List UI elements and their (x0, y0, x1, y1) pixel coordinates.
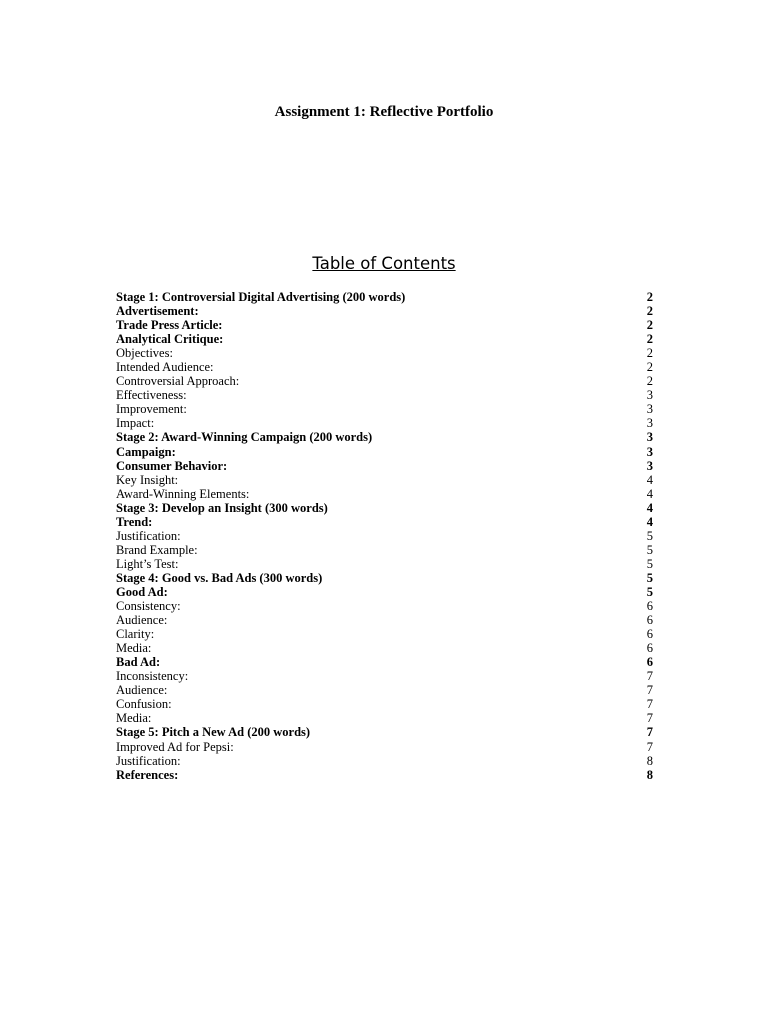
toc-entry[interactable] (116, 599, 653, 613)
toc-entry-page-number: 6 (646, 627, 653, 642)
toc-entry[interactable] (116, 557, 653, 571)
toc-entry[interactable] (116, 346, 653, 360)
toc-entry[interactable] (116, 332, 653, 346)
toc-entry-label: Clarity: (116, 627, 155, 642)
toc-entry[interactable] (116, 697, 653, 711)
toc-entry[interactable] (116, 290, 653, 304)
toc-entry-page-number: 7 (646, 669, 653, 684)
toc-entry-label: Trade Press Article: (116, 318, 223, 333)
toc-entry-label: Confusion: (116, 697, 172, 712)
toc-entry[interactable] (116, 529, 653, 543)
toc-entry[interactable] (116, 683, 653, 697)
toc-entry-page-number: 7 (646, 725, 653, 740)
toc-entry-page-number: 4 (646, 500, 653, 515)
toc-entry-page-number: 2 (646, 346, 653, 361)
toc-entry[interactable] (116, 416, 653, 430)
toc-entry-label: Intended Audience: (116, 360, 214, 375)
toc-entry-label: Good Ad: (116, 584, 168, 599)
toc-entry[interactable] (116, 655, 653, 669)
toc-entry[interactable] (116, 515, 653, 529)
toc-entry[interactable] (116, 402, 653, 416)
toc-entry-label: Media: (116, 641, 152, 656)
toc-entry-label: Stage 1: Controversial Digital Advertising (200 words) (116, 290, 406, 304)
toc-entry-page-number: 6 (646, 599, 653, 614)
toc-entry-label: Improvement: (116, 402, 187, 417)
toc-entry-label: Media: (116, 711, 152, 726)
toc-entry-page-number: 2 (646, 290, 653, 304)
toc-entry-label: Impact: (116, 416, 155, 431)
toc-entry-page-number: 3 (646, 388, 653, 403)
toc-entry-page-number: 6 (646, 655, 653, 670)
toc-entry-label: Advertisement: (116, 304, 199, 319)
toc-entry[interactable] (116, 374, 653, 388)
toc-entry-label: Bad Ad: (116, 655, 161, 670)
toc-entry-page-number: 3 (646, 444, 653, 459)
toc-entry-label: Audience: (116, 613, 168, 628)
toc-entry-page-number: 5 (646, 556, 653, 571)
toc-entry[interactable] (116, 487, 653, 501)
toc-entry-page-number: 6 (646, 641, 653, 656)
toc-entry-label: Light’s Test: (116, 556, 179, 571)
toc-entry-page-number: 5 (646, 528, 653, 543)
toc-entry-label: Consumer Behavior: (116, 458, 228, 473)
toc-entry[interactable] (116, 445, 653, 459)
toc-entry[interactable] (116, 304, 653, 318)
toc-entry[interactable] (116, 571, 653, 585)
toc-entry[interactable] (116, 585, 653, 599)
toc-entry-label: Key Insight: (116, 472, 179, 487)
toc-entry-label: Stage 2: Award-Winning Campaign (200 words) (116, 430, 373, 445)
toc-entry[interactable] (116, 318, 653, 332)
toc-entry[interactable] (116, 459, 653, 473)
document-title: Assignment 1: Reflective Portfolio (274, 104, 494, 120)
toc-entry-page-number: 5 (646, 570, 653, 585)
toc-entry-label: References: (116, 767, 179, 782)
toc-entry[interactable] (116, 725, 653, 739)
toc-entry[interactable] (116, 613, 653, 627)
toc-entry-page-number: 3 (646, 430, 653, 445)
toc-entry[interactable] (116, 388, 653, 402)
table-of-contents (116, 290, 653, 782)
toc-entry-label: Campaign: (116, 444, 176, 459)
toc-entry-page-number: 8 (646, 753, 653, 768)
toc-entry-page-number: 8 (646, 767, 653, 782)
toc-entry-label: Objectives: (116, 346, 173, 361)
toc-entry[interactable] (116, 501, 653, 515)
toc-entry[interactable] (116, 430, 653, 444)
toc-entry-page-number: 4 (646, 486, 653, 501)
toc-entry-page-number: 3 (646, 402, 653, 417)
toc-entry[interactable] (116, 669, 653, 683)
toc-entry-page-number: 7 (646, 683, 653, 698)
toc-entry[interactable] (116, 641, 653, 655)
toc-entry-label: Stage 3: Develop an Insight (300 words) (116, 500, 328, 515)
toc-entry[interactable] (116, 543, 653, 557)
toc-entry-page-number: 2 (646, 360, 653, 375)
toc-entry-label: Effectiveness: (116, 388, 187, 403)
toc-entry-label: Audience: (116, 683, 168, 698)
toc-entry-page-number: 2 (646, 332, 653, 347)
toc-entry-label: Consistency: (116, 599, 181, 614)
toc-entry[interactable] (116, 711, 653, 725)
toc-entry-page-number: 2 (646, 318, 653, 333)
toc-entry[interactable] (116, 473, 653, 487)
toc-entry-label: Justification: (116, 528, 181, 543)
toc-entry-label: Award-Winning Elements: (116, 486, 250, 501)
toc-entry-label: Justification: (116, 753, 181, 768)
toc-entry-page-number: 2 (646, 374, 653, 389)
toc-entry-page-number: 5 (646, 584, 653, 599)
toc-entry-page-number: 6 (646, 613, 653, 628)
toc-heading: Table of Contents (312, 254, 456, 273)
toc-entry-page-number: 7 (646, 697, 653, 712)
toc-entry-label: Trend: (116, 514, 153, 529)
toc-entry[interactable] (116, 754, 653, 768)
toc-entry-label: Analytical Critique: (116, 332, 224, 347)
toc-entry-page-number: 4 (646, 514, 653, 529)
toc-entry-label: Stage 5: Pitch a New Ad (200 words) (116, 725, 311, 740)
toc-entry-page-number: 3 (646, 458, 653, 473)
toc-entry[interactable] (116, 768, 653, 782)
toc-entry[interactable] (116, 627, 653, 641)
toc-entry[interactable] (116, 360, 653, 374)
toc-entry-page-number: 4 (646, 472, 653, 487)
toc-entry-label: Brand Example: (116, 542, 198, 557)
toc-entry-page-number: 7 (646, 711, 653, 726)
toc-entry-page-number: 2 (646, 304, 653, 319)
toc-entry-label: Inconsistency: (116, 669, 189, 684)
toc-entry-page-number: 5 (646, 542, 653, 557)
toc-entry-label: Stage 4: Good vs. Bad Ads (300 words) (116, 570, 323, 585)
toc-entry-page-number: 3 (646, 416, 653, 431)
toc-entry-page-number: 7 (646, 739, 653, 754)
toc-entry-label: Controversial Approach: (116, 374, 240, 389)
toc-entry-label: Improved Ad for Pepsi: (116, 739, 234, 754)
toc-entry[interactable] (116, 740, 653, 754)
